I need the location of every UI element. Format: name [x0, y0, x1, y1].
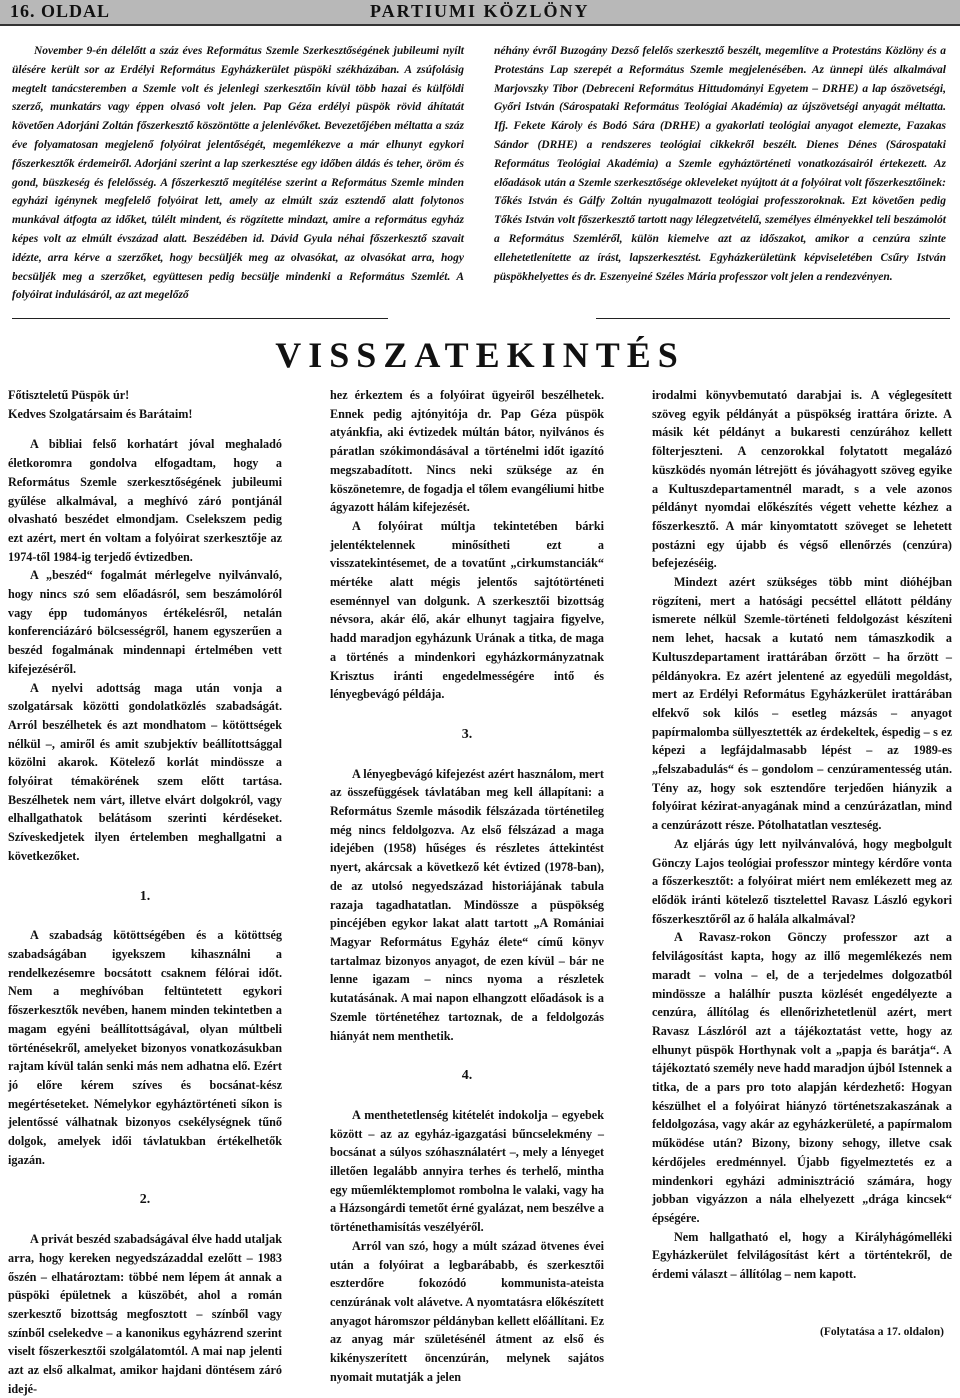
intro-right-text: néhány évről Buzogány Dezső felelős szerkesztő beszélt, megemlítve a Protestáns Közlöny és a Protestáns Lap szerepét a Református Szemle megjelenésében. Az ünnepi ülés alkalmával Marjovszky Tibor (Debreceni Református Hittudományi Egyetem – DRHE) a lap ószövetségi, Győri István (Sárospataki Református Teológiai Akadémia) az újszövetségi anyagát méltatta. Ifj. Fekete Károly és Bodó Sára (DRHE) a gyakorlati teológiai anyagot elemezte, Fazakas Sándor (DRHE) a rendszeres teológiai cikkekről beszélt. Dienes Dénes (Sárospataki Református Teológiai Akadémia) a Szemle egyháztörténeti vonatkozásairól értekezett. Az előadások után a Szemle szerkesztősége okleveleket nyújtott át a folyóirat volt főszerkesztőinek: Tőkés István és Gálfy Zoltán nyugalmazott teológiai professzoroknak. Ezt követően pedig Tőkés István volt főszerkesztő tartott nagy lélegzetvételű, személyes élményekkel teli beszámolót a Református Szemléről, külön kiemelve azt az időszakot, amikor a cenzúra szinte ellehetetlenítette az írást, lapszerkesztést. Egyházkerületünk képviseletében Csűry István püspökhelyettes és dr. Eszenyeiné Széles Mária professzor volt jelen a rendezvényen. — [494, 45, 946, 283]
paragraph: A Ravasz-rokon Gönczy professzor azt a felvilágosítást kapta, hogy az illő megemlékezés nem maradt – volna – el, de a terjedelmes dolgozatból mindössze a halálhír puszta közlését engedélyezte a cenzúra, állítólag és ellenőrizhetetlenül azért, mert Ravasz Lászlóról azt a tájékoztatást vette, hogy az elhunyt püspök Horthynak volt a „papja és barátja“. A tájékoztató személy neve hadd maradjon újból Istennek a titka, de a pars pro toto alapján kérdezhető: Hogyan készülhet el a folyóirat hiányzó történetszakaszának a feldolgozása, vagy akár az egyházkerületé, a papírmalom működése után? Bizony, bizony sehogy, illetve csak kérdőjeles eredménnyel. Újabb figyelmeztetés ez a mindenkori egyházi adminisztráció számára, hogy jobban vigyázzon a nála elhelyezett „drága kincsek“ épségére. — [652, 930, 952, 1225]
article-column-3 — [652, 386, 952, 1284]
paragraph: A bibliai felső korhatárt jóval meghaladó életkoromra gondolva elfogadtam, hogy a Református Szemle szerkesztőségének jubileumi gyűlése alkalmával, a meghívó záró pontjánál olvasható beszédet elmondjam. Cselekszem pedig ezt azért, mert én voltam a folyóirat szerkesztője az 1974-től 1984-ig terjedő évtizedben. — [8, 437, 282, 564]
divider-right — [596, 318, 950, 319]
divider-left — [12, 318, 388, 319]
salutation-2: Kedves Szolgatársaim és Barátaim! — [8, 406, 193, 421]
article-title: VISSZATEKINTÉS — [275, 335, 685, 375]
paragraph: Arról van szó, hogy a múlt század ötvenes évei után a folyóirat a legbarábabb, és szerkesztői eszterdőre fokozódó kommunista-ateista cenzúrának volt alávetve. A nyomtatásra előkészített anyagot háromszor példányban kellett előállítani. Ez az anyag már születésénél átment az első és kikényszerített öncenzúrán, melynek sajátos nyomait mutatják a jelen — [330, 1238, 604, 1384]
section-number: 4. — [461, 1068, 473, 1084]
article-column-2 — [330, 386, 604, 1386]
page-number: 16. OLDAL — [10, 1, 111, 21]
section-number: 2. — [139, 1192, 151, 1208]
paragraph: A „beszéd“ fogalmát mérlegelve nyilvánvaló, hogy nincs szó sem előadásról, sem beszámolóról vagy épp tudományos értékelésről, netalán konferenciázáró bölcsességről, hanem egyszerűen a beszéd fogalmának mindennapi értelmében vett kifejezéséről. — [8, 568, 282, 676]
paragraph: Az eljárás úgy lett nyilvánvalóvá, hogy megbolgult Gönczy Lajos teológiai professzor mintegy kérdőre vonta a főszerkesztőt: a folyóirat miért nem emlékezett meg az elődök iránti kötelező tisztelettel Ravasz László egykori főszerkesztőről az ő halála alkalmával? — [652, 836, 952, 926]
paragraph: A szabadság kötöttségében és a kötöttség szabadságában igyekszem kihasználni a rendelkezésemre bocsátott csaknem félórai időt. Nem a meghívóban feltüntetett egykori főszerkesztők nevében, hanem minden tekintetben a magam egyéni beállítottságával, olyan múltbeli történésekről, amelyeket bizonyos vonatkozásukban rajtam kívül talán senki más nem adhatna elő. Ezért jó előre kérem szíves és bocsánat-kész megértéseteket. Némelykor egyháztörténeti síkon is jelentőssé válhatnak bizonyos csekélységnek tűnő dolgok, amelyek idői távlatukban értékelhetők igazán. — [8, 928, 282, 1167]
paragraph: A privát beszéd szabadságával élve hadd utaljak arra, hogy kereken negyedszázaddal ezelőtt – 1983 őszén – elhatároztam: többé nem lépem át annak a püspöki épületnek a küszöbét, ahol a román szerkesztő bizottság megfosztott – színből vagy színből cselekedve – a kanonikus egyházrend szerint viselt főszerkesztői szolgálatomtól. A mai nap jelenti azt az első alkalmat, amikor hajdani döntésem záró idejé- — [8, 1232, 282, 1396]
intro-right-column — [494, 42, 946, 286]
paragraph: A folyóirat múltja tekintetében bárki jelentéktelennek minősítheti ezt a visszatekintésemet, de a tovatűnt „cirkumstanciák“ mértéke alatt mégis jelentős sajtótörténeti eseménnyel van dolgunk. A szerkesztői bizottság névsora, akár élő, akár elhunyt tagjaira figyelve, hadd maradjon egyházunk Urának a titka, de maga a történés a mindenkori egyházkormányzatnak Krisztus iránti engedelmességére intő és lényegbevágó példája. — [330, 518, 604, 702]
intro-left-text: November 9-én délelőtt a száz éves Református Szemle Szerkesztőségének jubileumi nyílt ülésére került sor az Erdélyi Református Egyházkerület püspöki székházában. A zsúfolásig megtelt tanácsteremben a Szemle volt és jelenlegi szerkesztőin kívül több hazai és külföldi szerző, munkatárs vagy éppen olvasó volt jelen. Pap Géza erdélyi püspök rövid áhítatát követően Adorjáni Zoltán főszerkesztő köszöntötte a jelenlévőket. Bevezetőjében méltatta a száz éve folyamatosan megjelenő folyóirat jelentőségét, megemlékezve a már elhunyt egykori főszerkesztők érdemeiről. Adorjáni szerint a lap szerkesztése egy időben áldás és teher, öröm és gond, büszkeség és felelősség. A főszerkesztő megítélése szerint a Református Szemle minden egyházi igénynek megfelelő folyóirat lett, amely az elmúlt száz esztendő alatt folytonos munkával átfogta az időket, túlélt mindent, és rögzítette mindazt, amire a református egyház képes volt az elmúlt évszázad alatt. Beszédében id. Dávid Gyula néhai főszerkesztő szavait idézte, arra kérve a szerzőket, hogy becsüljék meg az olvasókat, az olvasókat arra, hogy becsüljék meg a szerzőket, együttesen pedig becsülje mindenki a Református Szemlét. A folyóirat indulásáról, az azt megelőző — [12, 45, 464, 302]
paragraph: irodalmi könyvbemutató darabjai is. A véglegesített szöveg egyik példányát a püspökség irattára őrizte. A másik két példányt a bukaresti cenzúrához kellett fölterjeszteni. A cenzorokkal folytatott megalázó küszködés nyomán létrejött és jóváhagyott szöveg egyike a Kultuszdepartamentnél maradt, s a vele azonos példányt nyomdai előkészítés végett vehette kézhez a főszerkesztő. A már kinyomtatott szöveget se lehetett postázni egy újabb és végső ellenőrzés (cenzúra) befejezéséig. — [652, 388, 952, 571]
paragraph: Mindezt azért szükséges több mint dióhéjban rögzíteni, mert a hatósági pecséttel ellátott példány ismerete nélkül Szemle-történeti feldolgozást készíteni nem lehet, hacsak a kutató nem támaszkodik a Kultuszdepartament irattárában őrzött – ha őrzött – példányokra. Ez azért jelentené az egyedüli megoldást, mert az Erdélyi Református Egyházkerület irattárában elfekvő sok kilós – esetleg mázsás – anyagot papírmalomba süllyesztették az érdekeltek, éspedig – s ez képezi a legfájdalmasabb lépést – az 1989-es „felszabadulás“ és – gondolom – cenzúramentesség után. Tény az, hogy sok esztendőre terjedően hiányzik a folyóirat kézirat-anyagának mind a cenzúrázatlan, mind a cenzúrázott része. Pótolhatatlan veszteség. — [652, 575, 952, 833]
continuation-note: (Folytatása a 17. oldalon) — [820, 1326, 944, 1338]
section-number: 1. — [139, 888, 151, 904]
paragraph: hez érkeztem és a folyóirat ügyeiről beszélhetek. Ennek pedig ajtónyitója dr. Pap Géza püspök atyánkfia, aki évtizedek múltán bátor, nyilvános és páratlan szókimondásával a történelmi időt igazító megszabadított. Nincs neki szüksége az én köszönetemre, de fogadja el tőlem evangéliumi hitbe ágyazott hálám kifejezését. — [330, 388, 604, 515]
intro-left-column — [12, 42, 464, 305]
salutation-1: Főtiszteletű Püspök úr! — [8, 388, 130, 402]
paragraph: A lényegbevágó kifejezést azért használom, mert az összefüggések távlatában meg kell állapítani: a Református Szemle második félszázada történetileg még nincs feldolgozva. Az első félszázad a maga idejében (1958) hűséges és részletes áttekintést nyert, akárcsak a következő két évtized (1978-ban), de az utolsó negyedszázad historiájának tabula razaja tagadhatatlan. Mindössze a püspökség pincéjében egykor lakat alatt tartott „A Romániai Magyar Református Egyház élete“ című könyv tartalmaz bizonyos anyagot, de ezen kívül – bár ne lenne igazam – nincs nyoma a részletek kutatásának. A mai napon elhangzott előadások is a Szemle történetéhez tartoznak, de a feldolgozás hiányát nem menthetik. — [330, 766, 604, 1043]
article-column-1 — [8, 386, 282, 1398]
section-number: 3. — [461, 726, 473, 742]
publication-title: PARTIUMI KÖZLÖNY — [370, 1, 590, 21]
paragraph: Nem hallgatható el, hogy a Királyhágómelléki Egyházkerület felvilágosítást kért a történtekről, de érdemi választ – állítólag – nem kapott. — [652, 1229, 952, 1282]
paragraph: A menthetetlenség kitételét indokolja – egyebek között – az az egyház-igazgatási bűncselekmény – bocsánat a súlyos szóhasználatért –, mely a lényeget illetően legalább annyira terhes és terhelő, mintha egy műemléktemplomot rombolna le valaki, vagy ha a Házsongárdi temetőt érné gyalázat, nem beszélve a történethamisítás veszélyéről. — [330, 1107, 604, 1235]
paragraph: A nyelvi adottság maga után vonja a szolgatársak közötti gondolatközlés szabadságát. Arról beszélhetek és azt mondhatom – kötöttségek nélkül –, amiről és amit szubjektív beállítottsággal közölni akarok. Kötelező korlát mindössze a folyóirat témakörének szem előtt tartása. Beszélhetek nem várt, illetve elvárt dolgokról, vagy elhallgathatok belátásom szerinti kérdéseket. Szíveskedjetek ilyen értelemben meghallgatni a következőket. — [8, 680, 282, 863]
page-header — [0, 0, 960, 26]
